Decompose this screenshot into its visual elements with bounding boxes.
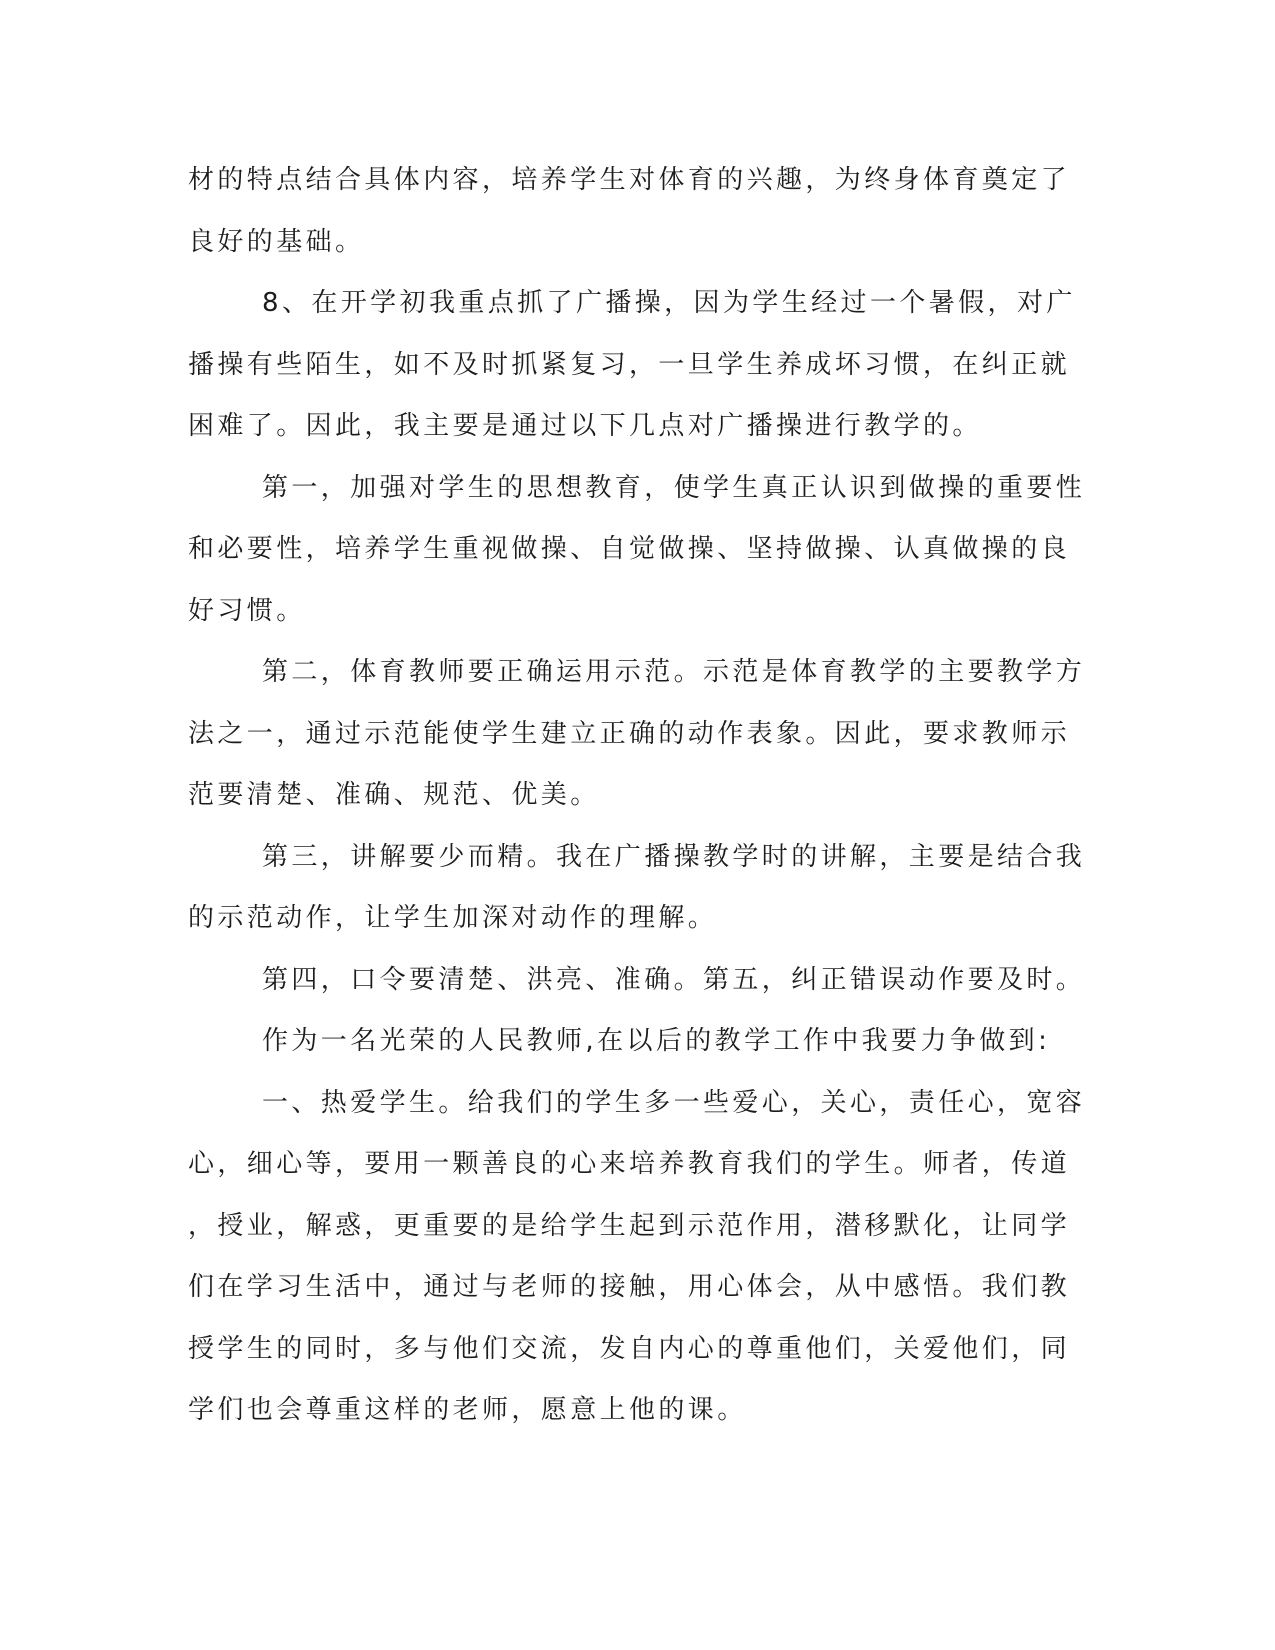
paragraph-start-line: 第三，讲解要少而精。我在广播操教学时的讲解，主要是结合我: [262, 841, 1086, 872]
text-line: 播操有些陌生，如不及时抓紧复习，一旦学生养成坏习惯，在纠正就: [188, 349, 1071, 380]
text-line: ，授业，解惑，更重要的是给学生起到示范作用，潜移默化，让同学: [188, 1210, 1071, 1241]
paragraph-start-line: 第四，口令要清楚、洪亮、准确。第五，纠正错误动作要及时。: [262, 964, 1086, 995]
text-line: 的示范动作，让学生加深对动作的理解。: [188, 903, 718, 933]
text-line: 们在学习生活中，通过与老师的接触，用心体会，从中感悟。我们教: [188, 1272, 1071, 1302]
text-line: 范要清楚、准确、规范、优美。: [188, 780, 600, 810]
text-line: 法之一，通过示范能使学生建立正确的动作表象。因此，要求教师示: [188, 718, 1071, 749]
text-line: 学们也会尊重这样的老师，愿意上他的课。: [188, 1395, 747, 1425]
text-line: 好习惯。: [188, 595, 306, 626]
text-line: 材的特点结合具体内容，培养学生对体育的兴趣，为终身体育奠定了: [188, 165, 1071, 195]
paragraph-start-line: 一、热爱学生。给我们的学生多一些爱心，关心，责任心，宽容: [262, 1087, 1086, 1118]
text-line: 困难了。因此，我主要是通过以下几点对广播操进行教学的。: [188, 411, 982, 441]
text-line: 良好的基础。: [188, 226, 365, 257]
paragraph-start-line: 第一，加强对学生的思想教育，使学生真正认识到做操的重要性: [262, 472, 1086, 503]
document-body: [188, 150, 1086, 1442]
paragraph-start-line: 8、在开学初我重点抓了广播操，因为学生经过一个暑假，对广: [262, 288, 1076, 318]
paragraph-start-line: 第二，体育教师要正确运用示范。示范是体育教学的主要教学方: [262, 657, 1086, 687]
paragraph-start-line: 作为一名光荣的人民教师,在以后的教学工作中我要力争做到:: [262, 1026, 1051, 1056]
text-line: 授学生的同时，多与他们交流，发自内心的尊重他们，关爱他们，同: [188, 1333, 1071, 1364]
text-line: 和必要性，培养学生重视做操、自觉做操、坚持做操、认真做操的良: [188, 534, 1071, 564]
text-line: 心，细心等，要用一颗善良的心来培养教育我们的学生。师者，传道: [188, 1149, 1071, 1179]
